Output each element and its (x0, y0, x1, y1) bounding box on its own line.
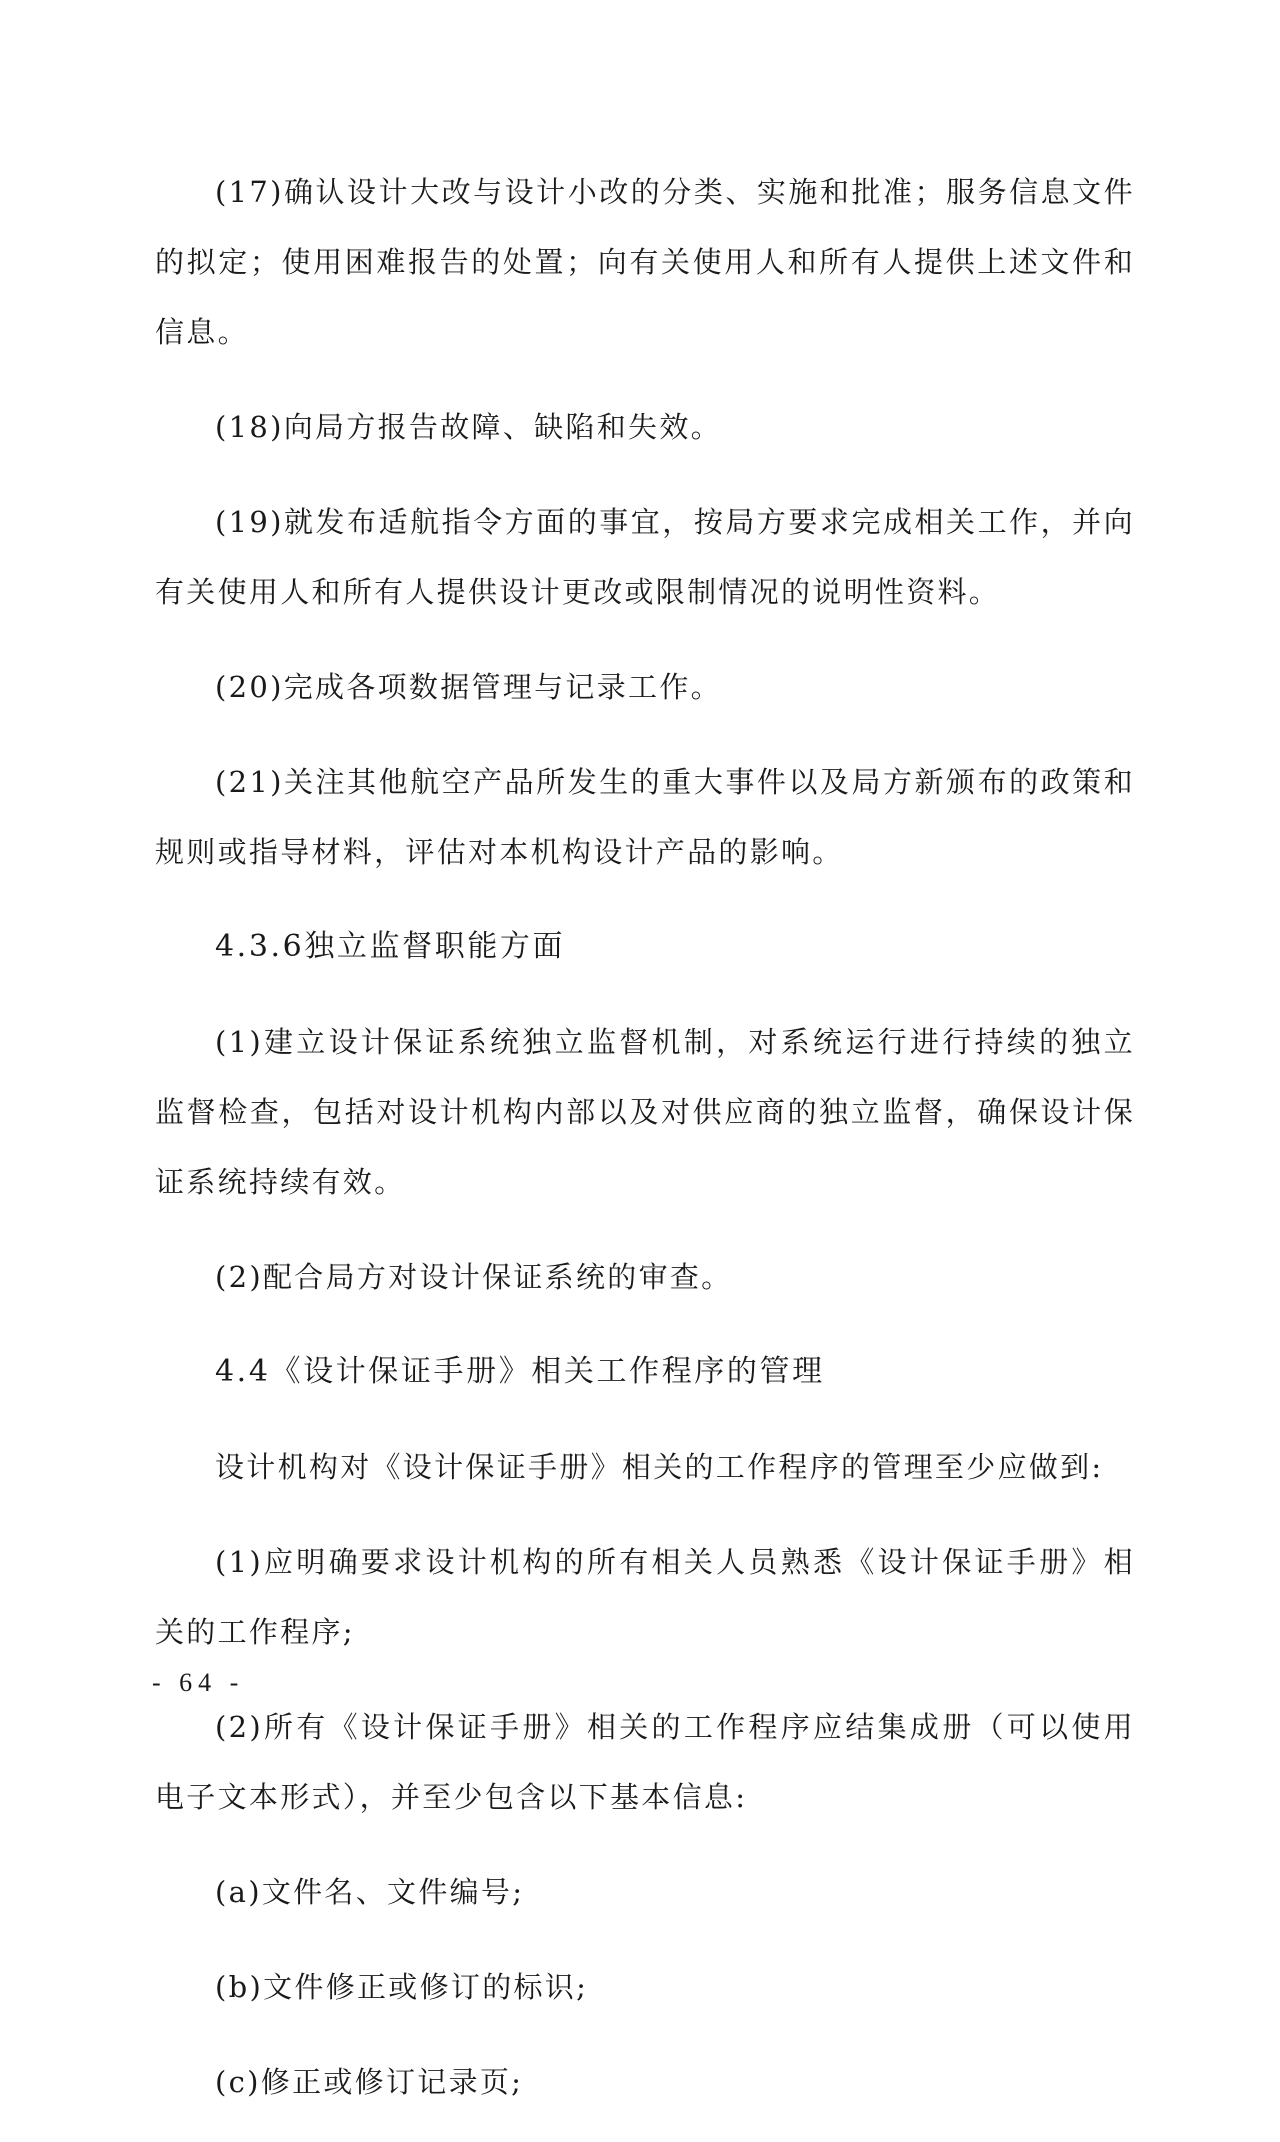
paragraph-item-19: (19)就发布适航指令方面的事宜，按局方要求完成相关工作，并向有关使用人和所有人提供设计更改或限制情况的说明性资料。 (155, 505, 1135, 609)
paragraph-item-21: (21)关注其他航空产品所发生的重大事件以及局方新颁布的政策和规则或指导材料，评估对本机构设计产品的影响。 (155, 765, 1135, 869)
page-number: - 64 - (152, 1668, 245, 1697)
paragraph-manual-a: (a)文件名、文件编号; (215, 1875, 525, 1909)
document-body (155, 157, 1135, 2142)
paragraph-manual-2: (2)所有《设计保证手册》相关的工作程序应结集成册（可以使用电子文本形式），并至少包含以下基本信息: (155, 1710, 1135, 1814)
paragraph-manual-c: (c)修正或修订记录页; (215, 2065, 524, 2099)
section-heading-4-4: 4.4《设计保证手册》相关工作程序的管理 (215, 1354, 825, 1389)
paragraph-item-17: (17)确认设计大改与设计小改的分类、实施和批准；服务信息文件的拟定；使用困难报告的处置；向有关使用人和所有人提供上述文件和信息。 (155, 175, 1135, 349)
paragraph-item-18: (18)向局方报告故障、缺陷和失效。 (215, 410, 722, 444)
paragraph-manual-1: (1)应明确要求设计机构的所有相关人员熟悉《设计保证手册》相关的工作程序; (155, 1545, 1135, 1649)
paragraph-independent-2: (2)配合局方对设计保证系统的审查。 (215, 1260, 733, 1294)
paragraph-item-20: (20)完成各项数据管理与记录工作。 (215, 670, 722, 704)
section-heading-4-3-6: 4.3.6独立监督职能方面 (215, 929, 566, 964)
paragraph-manual-b: (b)文件修正或修订的标识; (215, 1970, 589, 2004)
paragraph-independent-1: (1)建立设计保证系统独立监督机制，对系统运行进行持续的独立监督检查，包括对设计机构内部以及对供应商的独立监督，确保设计保证系统持续有效。 (155, 1025, 1135, 1199)
paragraph-intro: 设计机构对《设计保证手册》相关的工作程序的管理至少应做到: (215, 1450, 1104, 1484)
